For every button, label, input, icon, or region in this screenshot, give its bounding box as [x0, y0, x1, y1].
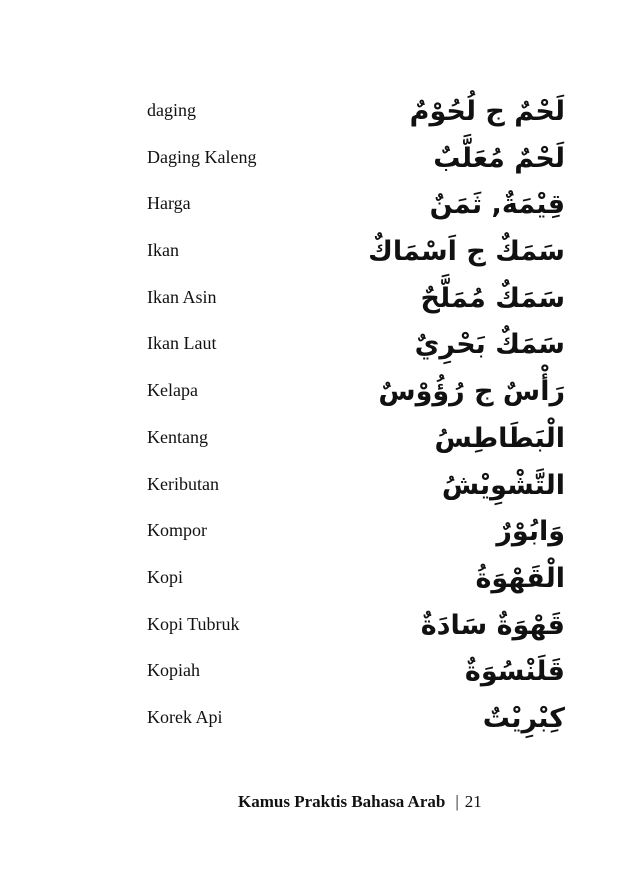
entry-row	[147, 92, 565, 139]
arabic-term: كِبْرِيْتٌ	[482, 702, 565, 734]
indonesian-term: daging	[147, 100, 196, 120]
indonesian-term: Kopiah	[147, 660, 200, 681]
entry-row	[147, 139, 565, 186]
entry-row	[147, 559, 565, 606]
indonesian-term: Keributan	[147, 473, 219, 494]
entry-row	[147, 512, 565, 559]
indonesian-term: Ikan Asin	[147, 286, 217, 307]
indonesian-term: Harga	[147, 193, 191, 214]
indonesian-term: Kentang	[147, 426, 208, 447]
entry-row	[147, 419, 565, 466]
arabic-term: قِيْمَةٌ, ثَمَنٌ	[429, 189, 565, 221]
arabic-term: وَابُوْرٌ	[496, 516, 565, 548]
entry-row	[147, 372, 565, 419]
entry-row	[147, 325, 565, 372]
arabic-term: لَحْمٌ ج لُحُوْمٌ	[409, 96, 565, 127]
entry-row	[147, 279, 565, 326]
indonesian-term: Korek Api	[147, 706, 223, 727]
arabic-term: لَحْمٌ مُعَلَّبٌ	[433, 142, 565, 174]
book-title: Kamus Praktis Bahasa Arab	[238, 792, 446, 811]
vocabulary-list	[147, 92, 565, 746]
arabic-term: سَمَكٌ ج اَسْمَاكٌ	[368, 236, 565, 268]
indonesian-term: Kompor	[147, 520, 207, 541]
arabic-term: سَمَكٌ بَحْرِيٌ	[414, 329, 565, 361]
arabic-term: الْقَهْوَةُ	[475, 562, 565, 594]
indonesian-term: Kopi Tubruk	[147, 613, 240, 634]
arabic-term: التَّشْوِيْشُ	[441, 469, 565, 501]
indonesian-term: Ikan	[147, 240, 179, 261]
arabic-term: قَهْوَةٌ سَادَةٌ	[420, 609, 565, 641]
indonesian-term: Ikan Laut	[147, 333, 217, 354]
entry-row	[147, 466, 565, 513]
arabic-term: سَمَكٌ مُمَلَّحٌ	[420, 282, 565, 314]
entry-row	[147, 606, 565, 653]
entry-row	[147, 699, 565, 746]
arabic-term: قَلَنْسُوَةٌ	[464, 656, 565, 688]
page-number: 21	[464, 792, 482, 811]
indonesian-term: Daging Kaleng	[147, 146, 257, 167]
entry-row	[147, 232, 565, 279]
indonesian-term: Kelapa	[147, 380, 198, 401]
arabic-term: رَأْسٌ ج رُؤُوْسٌ	[378, 376, 565, 408]
entry-row	[147, 185, 565, 232]
page-footer	[238, 792, 482, 812]
entry-row	[147, 652, 565, 699]
footer-separator: |	[455, 792, 459, 811]
indonesian-term: Kopi	[147, 566, 183, 587]
arabic-term: الْبَطَاطِسُ	[434, 422, 565, 454]
